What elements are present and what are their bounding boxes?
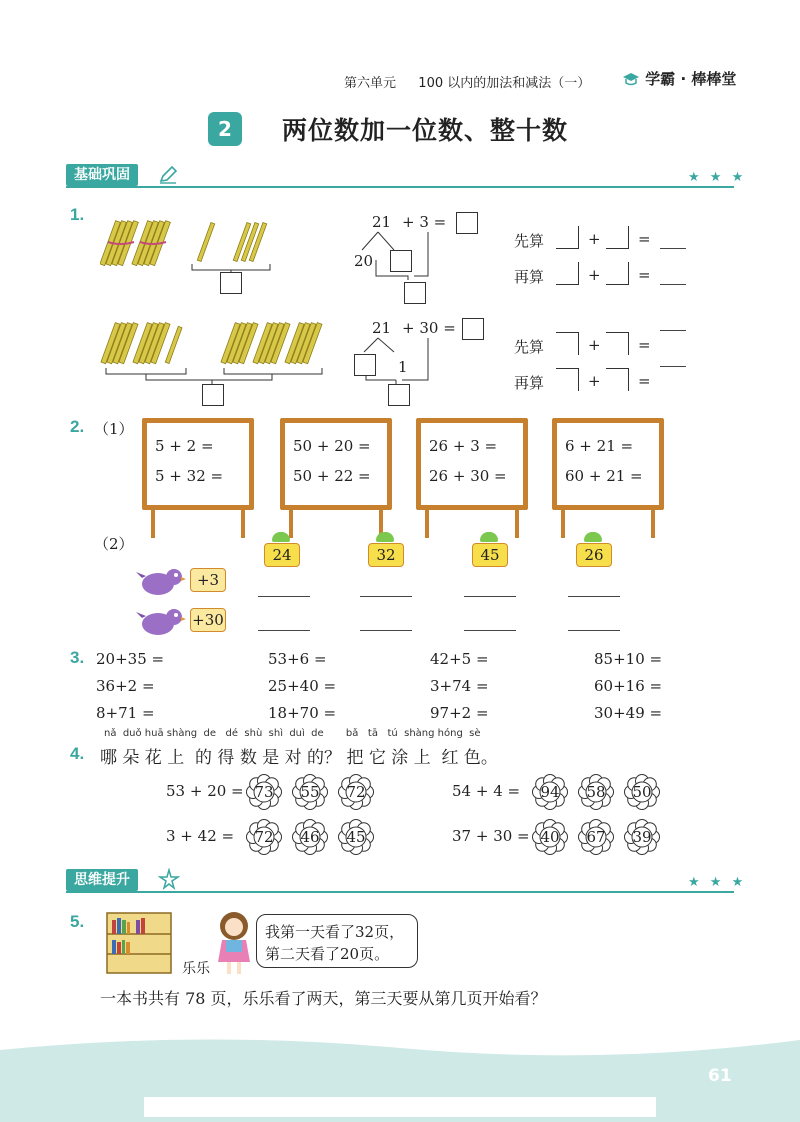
frog-number-2: 32 (368, 543, 404, 567)
flower-option[interactable] (338, 819, 374, 855)
flower-option[interactable] (292, 774, 328, 810)
q4-expr-3: 3 + 42 = (166, 827, 235, 845)
section-basic-tab: 基础巩固 (66, 164, 138, 186)
q1a-then-blank[interactable] (660, 284, 686, 285)
q3-r2c4: 60+16 = (594, 677, 663, 695)
frog-icon (272, 532, 290, 542)
q1-number: 1. (70, 205, 85, 224)
q1a-expr-left: 21 (372, 213, 392, 231)
section-thinking-rule (66, 891, 734, 893)
flower-option-value: 73 (254, 783, 274, 801)
flower-option-value: 58 (586, 783, 606, 801)
q1b-first-box1[interactable] (556, 332, 579, 355)
flower-option[interactable] (246, 774, 282, 810)
board-3 (416, 418, 528, 510)
unit-label: 第六单元 (344, 76, 397, 91)
q1b-then-blank[interactable] (660, 366, 686, 367)
flower-option[interactable] (624, 819, 660, 855)
bookshelf-icon (106, 912, 172, 974)
section-thinking-stars: ★ ★ ★ (688, 875, 747, 890)
flower-option-value: 45 (346, 828, 366, 846)
speech-bubble (256, 914, 418, 968)
q2-answer-r1c1[interactable] (258, 596, 310, 597)
frog-number-1: 24 (264, 543, 300, 567)
frog-number-4: 26 (576, 543, 612, 567)
flower-option[interactable] (532, 819, 568, 855)
bundle-of-ten-icon (221, 323, 258, 364)
q1b-first-box2[interactable] (606, 332, 629, 355)
bird-icon (136, 604, 186, 638)
q4-expr-4: 37 + 30 = (452, 827, 530, 845)
q3-r3c3: 97+2 = (430, 704, 489, 722)
q1a-split-box[interactable] (390, 250, 412, 272)
flower-option[interactable] (624, 774, 660, 810)
q1b-expr-left: 21 (372, 319, 392, 337)
q1a-sticks-answer-box[interactable] (220, 272, 242, 294)
flower-option[interactable] (578, 774, 614, 810)
flower-option[interactable] (338, 774, 374, 810)
flower-option-value: 67 (586, 828, 606, 846)
section-basic-rule (66, 186, 734, 188)
q1b-then-label: 再算 (514, 374, 545, 392)
board-1 (142, 418, 254, 510)
q1a-split-value: 20 (354, 252, 374, 270)
flower-option[interactable] (578, 819, 614, 855)
q3-r1c1: 20+35 = (96, 650, 165, 668)
q1b-first-label: 先算 (514, 338, 545, 356)
lesson-number: 2 (218, 117, 232, 141)
q1a-first-blank[interactable] (660, 248, 686, 249)
q3-r3c4: 30+49 = (594, 704, 663, 722)
q3-r2c3: 3+74 = (430, 677, 489, 695)
adder-plus30: +30 (190, 608, 226, 632)
q1b-split-box[interactable] (354, 354, 376, 376)
q2-answer-r1c3[interactable] (464, 596, 516, 597)
q3-r3c2: 18+70 = (268, 704, 337, 722)
q3-r3c1: 8+71 = (96, 704, 155, 722)
q1b-result-box[interactable] (462, 318, 484, 340)
q1b-sticks-answer-box[interactable] (202, 384, 224, 406)
q1b-expr-op: + 30 = (402, 319, 456, 337)
flower-option-value: 50 (632, 783, 652, 801)
q5-name: 乐乐 (182, 961, 210, 977)
q2-part2-label: （2） (94, 535, 134, 553)
star-sparkle-icon (158, 868, 180, 890)
q1a-then-equals: = (638, 266, 651, 284)
bundle-of-ten-icon (132, 221, 170, 266)
board-2-line1: 50 + 20 = (293, 437, 371, 455)
q1b-first-plus: + (588, 336, 601, 354)
frog-number-3: 45 (472, 543, 508, 567)
speech-line-2: 第二天看了20页。 (265, 945, 390, 963)
q1a-first-label: 先算 (514, 232, 545, 250)
flower-option-value: 94 (540, 783, 560, 801)
q1a-first-box1[interactable] (556, 226, 579, 249)
board-3-line2: 26 + 30 = (429, 467, 507, 485)
q1a-then-box2[interactable] (606, 262, 629, 285)
q2-answer-r2c2[interactable] (360, 630, 412, 631)
q1b-final-box[interactable] (388, 384, 410, 406)
q3-r2c1: 36+2 = (96, 677, 155, 695)
flower-option[interactable] (246, 819, 282, 855)
q1b-then-box1[interactable] (556, 368, 579, 391)
q4-expr-2: 54 + 4 = (452, 782, 521, 800)
q2-answer-r2c3[interactable] (464, 630, 516, 631)
frog-icon (584, 532, 602, 542)
flower-option[interactable] (532, 774, 568, 810)
q1a-first-plus: + (588, 230, 601, 248)
q3-number: 3. (70, 648, 85, 667)
lesson-number-badge (208, 112, 242, 146)
q2-answer-r2c1[interactable] (258, 630, 310, 631)
q3-r2c2: 25+40 = (268, 677, 337, 695)
q5-number: 5. (70, 912, 85, 931)
single-sticks-icon (197, 223, 266, 262)
q1b-first-equals: = (638, 336, 651, 354)
frog-icon (376, 532, 394, 542)
bird-icon (136, 564, 186, 598)
board-4-line2: 60 + 21 = (565, 467, 643, 485)
q2-part1-label: （1） (94, 420, 134, 438)
q2-number: 2. (70, 417, 85, 436)
q1b-then-equals: = (638, 372, 651, 390)
speech-line-1: 我第一天看了32页， (265, 923, 405, 941)
q1a-first-box2[interactable] (606, 226, 629, 249)
bundle-of-ten-icon (101, 323, 138, 364)
brand-logo (622, 68, 736, 89)
flower-option-value: 40 (540, 828, 560, 846)
board-1-line1: 5 + 2 = (155, 437, 214, 455)
pencil-icon (158, 165, 178, 185)
q3-r1c3: 42+5 = (430, 650, 489, 668)
girl-reading-icon (212, 910, 256, 976)
bundle-of-ten-icon (100, 221, 138, 266)
flower-option-value: 39 (632, 828, 652, 846)
q1a-first-equals: = (638, 230, 651, 248)
lesson-title: 两位数加一位数、整十数 (282, 116, 569, 145)
footer-white-bar (144, 1097, 656, 1117)
q1b-then-box2[interactable] (606, 368, 629, 391)
q3-r1c2: 53+6 = (268, 650, 327, 668)
board-1-line2: 5 + 32 = (155, 467, 224, 485)
q1a-then-box1[interactable] (556, 262, 579, 285)
q1a-expr-op: + 3 = (402, 213, 447, 231)
q1b-then-plus: + (588, 372, 601, 390)
q4-pinyin: nǎ duǒ huā shàng de dé shù shì duì de bǎ tā tú shàng hóng sè (104, 728, 481, 739)
frog-icon (480, 532, 498, 542)
q1a-result-box[interactable] (456, 212, 478, 234)
board-4 (552, 418, 664, 510)
q2-answer-r1c2[interactable] (360, 596, 412, 597)
section-basic-stars: ★ ★ ★ (688, 170, 747, 185)
board-4-line1: 6 + 21 = (565, 437, 634, 455)
q1b-split-value: 1 (398, 358, 408, 376)
q2-answer-r2c4[interactable] (568, 630, 620, 631)
board-2 (280, 418, 392, 510)
q2-answer-r1c4[interactable] (568, 596, 620, 597)
topic-label: 100 以内的加法和减法（一） (418, 76, 591, 91)
page-number: 61 (708, 1066, 732, 1086)
flower-option[interactable] (292, 819, 328, 855)
graduation-cap-icon (622, 71, 640, 87)
q1a-then-plus: + (588, 266, 601, 284)
section-thinking-tab: 思维提升 (66, 869, 138, 891)
board-2-line2: 50 + 22 = (293, 467, 371, 485)
flower-option-value: 46 (300, 828, 320, 846)
q4-expr-1: 53 + 20 = (166, 782, 244, 800)
q5-question: 一本书共有 78 页，乐乐看了两天，第三天要从第几页开始看？ (100, 989, 547, 1008)
q4-number: 4. (70, 744, 85, 763)
adder-plus3: +3 (190, 568, 226, 592)
flower-option-value: 72 (346, 783, 366, 801)
flower-option-value: 72 (254, 828, 274, 846)
bundle-of-ten-icon (253, 323, 290, 364)
bundle-of-ten-icon (133, 323, 170, 364)
brand-text: 学霸 · 棒棒堂 (645, 70, 737, 88)
q1a-sticks-illustration (100, 212, 280, 302)
q4-question: 哪 朵 花 上 的 得 数 是 对 的？ 把 它 涂 上 红 色。 (100, 748, 498, 768)
q3-r1c4: 85+10 = (594, 650, 663, 668)
q1a-final-box[interactable] (404, 282, 426, 304)
board-3-line1: 26 + 3 = (429, 437, 498, 455)
q1b-first-blank[interactable] (660, 330, 686, 331)
q1b-sticks-illustration (100, 318, 330, 388)
bundle-of-ten-icon (285, 323, 322, 364)
q1a-then-label: 再算 (514, 268, 545, 286)
running-header (344, 72, 590, 91)
flower-option-value: 55 (300, 783, 320, 801)
